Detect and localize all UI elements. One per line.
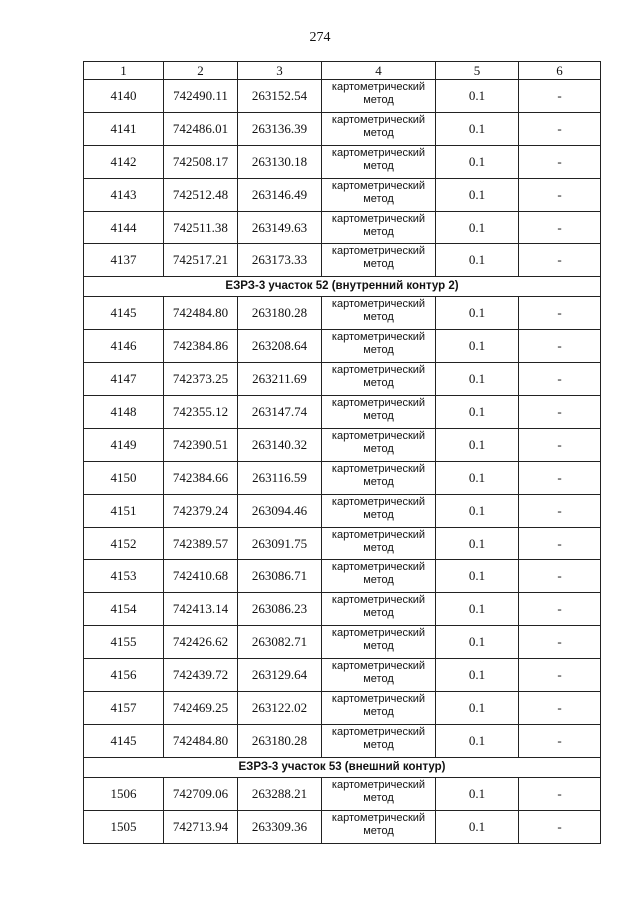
accuracy-cell: 0.1 xyxy=(436,461,519,494)
method-line-2: метод xyxy=(363,673,394,686)
note-cell: - xyxy=(519,428,601,461)
method-line-2: метод xyxy=(363,541,394,554)
y-coordinate-cell: 263122.02 xyxy=(238,692,322,725)
method-cell xyxy=(322,560,436,593)
method-cell xyxy=(322,461,436,494)
method-line-1: картометрический xyxy=(331,212,426,225)
accuracy-cell: 0.1 xyxy=(436,777,519,810)
method-line-1: картометрический xyxy=(331,594,426,607)
note-cell: - xyxy=(519,626,601,659)
note-cell: - xyxy=(519,560,601,593)
method-line-2: метод xyxy=(363,192,394,205)
method-line-2: метод xyxy=(363,94,394,106)
table-row xyxy=(84,560,601,593)
x-coordinate-cell: 742484.80 xyxy=(164,724,238,757)
method-cell xyxy=(322,494,436,527)
section-title: ЕЗРЗ-3 участок 53 (внешний контур) xyxy=(84,757,601,777)
x-coordinate-cell: 742390.51 xyxy=(164,428,238,461)
method-cell xyxy=(322,659,436,692)
point-number-cell: 4157 xyxy=(84,692,164,725)
page-number: 274 xyxy=(309,30,331,45)
method-line-1: картометрический xyxy=(331,179,426,192)
method-line-2: метод xyxy=(363,738,394,751)
section-header-row xyxy=(84,757,601,777)
x-coordinate-cell: 742508.17 xyxy=(164,145,238,178)
accuracy-cell: 0.1 xyxy=(436,396,519,429)
y-coordinate-cell: 263288.21 xyxy=(238,777,322,810)
y-coordinate-cell: 263130.18 xyxy=(238,145,322,178)
table-row xyxy=(84,297,601,330)
point-number-cell: 1506 xyxy=(84,777,164,810)
method-cell xyxy=(322,145,436,178)
table-row xyxy=(84,494,601,527)
x-coordinate-cell: 742511.38 xyxy=(164,211,238,244)
point-number-cell: 4144 xyxy=(84,211,164,244)
table-row xyxy=(84,428,601,461)
note-cell: - xyxy=(519,330,601,363)
method-line-2: метод xyxy=(363,410,394,423)
method-line-2: метод xyxy=(363,640,394,653)
method-line-2: метод xyxy=(363,225,394,238)
y-coordinate-cell: 263086.23 xyxy=(238,593,322,626)
coordinates-table-body xyxy=(84,62,601,844)
method-cell xyxy=(322,80,436,113)
point-number-cell: 4153 xyxy=(84,560,164,593)
method-line-2: метод xyxy=(363,791,394,804)
table-row xyxy=(84,80,601,113)
x-coordinate-cell: 742413.14 xyxy=(164,593,238,626)
point-number-cell: 4150 xyxy=(84,461,164,494)
section-title: ЕЗРЗ-3 участок 52 (внутренний контур 2) xyxy=(84,277,601,297)
method-line-1: картометрический xyxy=(331,429,426,442)
coordinates-table xyxy=(83,61,601,844)
method-cell xyxy=(322,363,436,396)
table-row xyxy=(84,692,601,725)
table-row xyxy=(84,659,601,692)
accuracy-cell: 0.1 xyxy=(436,244,519,277)
method-cell xyxy=(322,428,436,461)
y-coordinate-cell: 263147.74 xyxy=(238,396,322,429)
accuracy-cell: 0.1 xyxy=(436,80,519,113)
method-line-2: метод xyxy=(363,706,394,719)
point-number-cell: 4141 xyxy=(84,112,164,145)
x-coordinate-cell: 742469.25 xyxy=(164,692,238,725)
accuracy-cell: 0.1 xyxy=(436,297,519,330)
point-number-cell: 4145 xyxy=(84,297,164,330)
note-cell: - xyxy=(519,724,601,757)
method-cell xyxy=(322,297,436,330)
accuracy-cell: 0.1 xyxy=(436,428,519,461)
y-coordinate-cell: 263082.71 xyxy=(238,626,322,659)
point-number-cell: 4143 xyxy=(84,178,164,211)
table-row xyxy=(84,527,601,560)
x-coordinate-cell: 742512.48 xyxy=(164,178,238,211)
method-line-1: картометрический xyxy=(331,364,426,377)
method-cell xyxy=(322,527,436,560)
y-coordinate-cell: 263309.36 xyxy=(238,810,322,843)
table-row xyxy=(84,178,601,211)
x-coordinate-cell: 742486.01 xyxy=(164,112,238,145)
note-cell: - xyxy=(519,777,601,810)
method-line-1: картометрический xyxy=(331,245,426,258)
point-number-cell: 4155 xyxy=(84,626,164,659)
y-coordinate-cell: 263094.46 xyxy=(238,494,322,527)
y-coordinate-cell: 263086.71 xyxy=(238,560,322,593)
table-row xyxy=(84,724,601,757)
point-number-cell: 4156 xyxy=(84,659,164,692)
y-coordinate-cell: 263136.39 xyxy=(238,112,322,145)
note-cell: - xyxy=(519,527,601,560)
method-line-2: метод xyxy=(363,311,394,324)
column-number-1: 1 xyxy=(84,62,164,80)
point-number-cell: 4140 xyxy=(84,80,164,113)
note-cell: - xyxy=(519,659,601,692)
table-row xyxy=(84,112,601,145)
accuracy-cell: 0.1 xyxy=(436,527,519,560)
method-line-2: метод xyxy=(363,377,394,390)
y-coordinate-cell: 263149.63 xyxy=(238,211,322,244)
method-line-2: метод xyxy=(363,824,394,837)
note-cell: - xyxy=(519,244,601,277)
method-cell xyxy=(322,396,436,429)
x-coordinate-cell: 742355.12 xyxy=(164,396,238,429)
table-row xyxy=(84,777,601,810)
method-line-2: метод xyxy=(363,607,394,620)
method-cell xyxy=(322,244,436,277)
note-cell: - xyxy=(519,494,601,527)
method-line-1: картометрический xyxy=(331,331,426,344)
note-cell: - xyxy=(519,211,601,244)
accuracy-cell: 0.1 xyxy=(436,145,519,178)
table-row xyxy=(84,244,601,277)
method-line-1: картометрический xyxy=(331,660,426,673)
x-coordinate-cell: 742709.06 xyxy=(164,777,238,810)
x-coordinate-cell: 742439.72 xyxy=(164,659,238,692)
method-line-2: метод xyxy=(363,442,394,455)
x-coordinate-cell: 742426.62 xyxy=(164,626,238,659)
method-cell xyxy=(322,112,436,145)
table-row xyxy=(84,461,601,494)
point-number-cell: 4145 xyxy=(84,724,164,757)
x-coordinate-cell: 742484.80 xyxy=(164,297,238,330)
y-coordinate-cell: 263091.75 xyxy=(238,527,322,560)
method-line-1: картометрический xyxy=(331,627,426,640)
method-cell xyxy=(322,777,436,810)
method-line-1: картометрический xyxy=(331,495,426,508)
x-coordinate-cell: 742389.57 xyxy=(164,527,238,560)
x-coordinate-cell: 742373.25 xyxy=(164,363,238,396)
accuracy-cell: 0.1 xyxy=(436,593,519,626)
note-cell: - xyxy=(519,593,601,626)
note-cell: - xyxy=(519,80,601,113)
method-line-1: картометрический xyxy=(331,561,426,574)
table-row xyxy=(84,330,601,363)
point-number-cell: 4146 xyxy=(84,330,164,363)
point-number-cell: 4149 xyxy=(84,428,164,461)
table-row xyxy=(84,145,601,178)
y-coordinate-cell: 263140.32 xyxy=(238,428,322,461)
y-coordinate-cell: 263146.49 xyxy=(238,178,322,211)
table-row xyxy=(84,363,601,396)
y-coordinate-cell: 263116.59 xyxy=(238,461,322,494)
accuracy-cell: 0.1 xyxy=(436,494,519,527)
point-number-cell: 4142 xyxy=(84,145,164,178)
method-cell xyxy=(322,626,436,659)
x-coordinate-cell: 742490.11 xyxy=(164,80,238,113)
table-row xyxy=(84,396,601,429)
method-cell xyxy=(322,692,436,725)
note-cell: - xyxy=(519,297,601,330)
y-coordinate-cell: 263180.28 xyxy=(238,724,322,757)
accuracy-cell: 0.1 xyxy=(436,560,519,593)
note-cell: - xyxy=(519,145,601,178)
x-coordinate-cell: 742410.68 xyxy=(164,560,238,593)
method-cell xyxy=(322,211,436,244)
method-line-1: картометрический xyxy=(331,778,426,791)
x-coordinate-cell: 742384.86 xyxy=(164,330,238,363)
method-cell xyxy=(322,593,436,626)
column-number-4: 4 xyxy=(322,62,436,80)
method-line-1: картометрический xyxy=(331,81,426,93)
point-number-cell: 4151 xyxy=(84,494,164,527)
table-row xyxy=(84,626,601,659)
y-coordinate-cell: 263129.64 xyxy=(238,659,322,692)
point-number-cell: 4154 xyxy=(84,593,164,626)
point-number-cell: 4137 xyxy=(84,244,164,277)
note-cell: - xyxy=(519,363,601,396)
point-number-cell: 1505 xyxy=(84,810,164,843)
note-cell: - xyxy=(519,461,601,494)
method-line-1: картометрический xyxy=(331,397,426,410)
note-cell: - xyxy=(519,692,601,725)
column-number-5: 5 xyxy=(436,62,519,80)
table-row xyxy=(84,810,601,843)
x-coordinate-cell: 742384.66 xyxy=(164,461,238,494)
point-number-cell: 4148 xyxy=(84,396,164,429)
column-number-6: 6 xyxy=(519,62,601,80)
note-cell: - xyxy=(519,178,601,211)
method-cell xyxy=(322,724,436,757)
accuracy-cell: 0.1 xyxy=(436,178,519,211)
note-cell: - xyxy=(519,112,601,145)
method-line-1: картометрический xyxy=(331,462,426,475)
method-cell xyxy=(322,330,436,363)
method-line-2: метод xyxy=(363,344,394,357)
method-line-2: метод xyxy=(363,574,394,587)
table-row xyxy=(84,211,601,244)
column-number-3: 3 xyxy=(238,62,322,80)
column-number-2: 2 xyxy=(164,62,238,80)
method-cell xyxy=(322,178,436,211)
method-line-2: метод xyxy=(363,508,394,521)
column-number-header xyxy=(84,62,601,80)
method-line-2: метод xyxy=(363,258,394,271)
method-line-1: картометрический xyxy=(331,528,426,541)
note-cell: - xyxy=(519,396,601,429)
x-coordinate-cell: 742517.21 xyxy=(164,244,238,277)
method-cell xyxy=(322,810,436,843)
point-number-cell: 4152 xyxy=(84,527,164,560)
method-line-1: картометрический xyxy=(331,725,426,738)
method-line-2: метод xyxy=(363,475,394,488)
method-line-2: метод xyxy=(363,159,394,172)
y-coordinate-cell: 263180.28 xyxy=(238,297,322,330)
accuracy-cell: 0.1 xyxy=(436,626,519,659)
y-coordinate-cell: 263152.54 xyxy=(238,80,322,113)
method-line-1: картометрический xyxy=(331,811,426,824)
method-line-1: картометрический xyxy=(331,693,426,706)
x-coordinate-cell: 742713.94 xyxy=(164,810,238,843)
method-line-2: метод xyxy=(363,126,394,139)
note-cell: - xyxy=(519,810,601,843)
method-line-1: картометрический xyxy=(331,113,426,126)
y-coordinate-cell: 263208.64 xyxy=(238,330,322,363)
accuracy-cell: 0.1 xyxy=(436,112,519,145)
section-header-row xyxy=(84,277,601,297)
method-line-1: картометрический xyxy=(331,146,426,159)
accuracy-cell: 0.1 xyxy=(436,810,519,843)
accuracy-cell: 0.1 xyxy=(436,330,519,363)
accuracy-cell: 0.1 xyxy=(436,211,519,244)
y-coordinate-cell: 263211.69 xyxy=(238,363,322,396)
accuracy-cell: 0.1 xyxy=(436,692,519,725)
point-number-cell: 4147 xyxy=(84,363,164,396)
accuracy-cell: 0.1 xyxy=(436,659,519,692)
y-coordinate-cell: 263173.33 xyxy=(238,244,322,277)
table-row xyxy=(84,593,601,626)
method-line-1: картометрический xyxy=(331,298,426,311)
x-coordinate-cell: 742379.24 xyxy=(164,494,238,527)
accuracy-cell: 0.1 xyxy=(436,724,519,757)
accuracy-cell: 0.1 xyxy=(436,363,519,396)
